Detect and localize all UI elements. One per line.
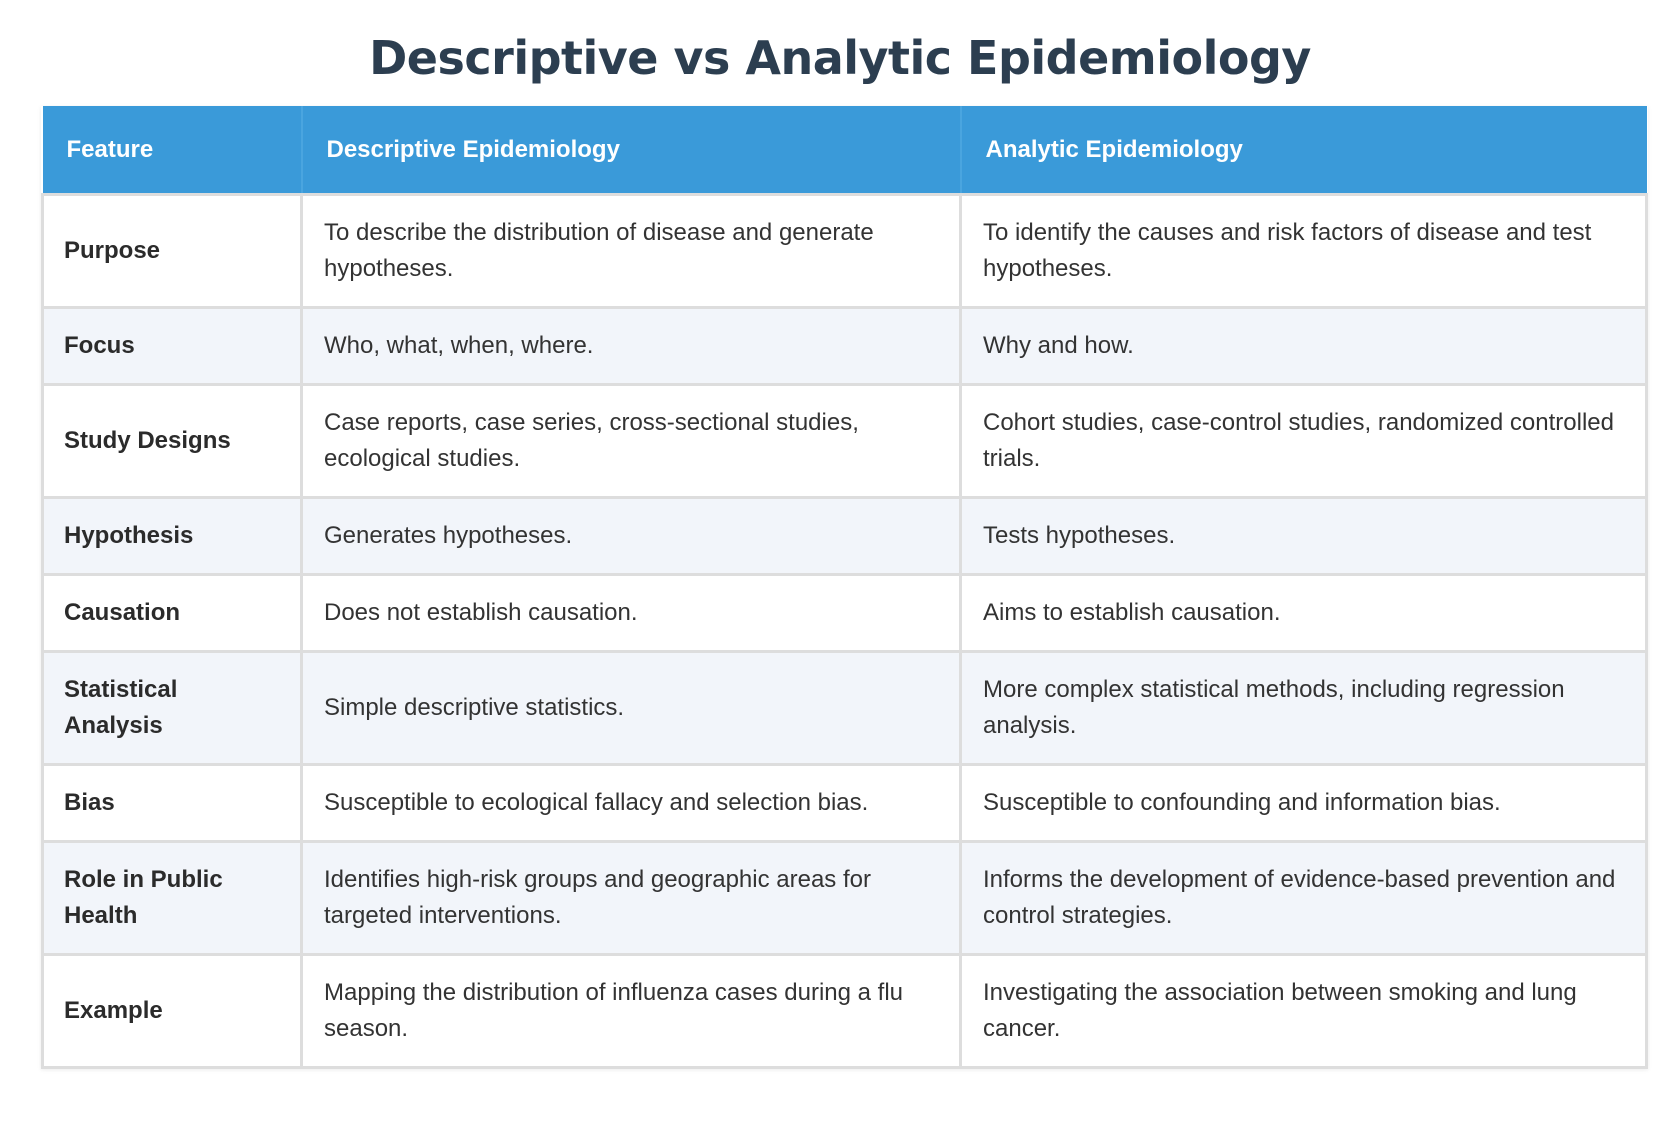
descriptive-cell: Identifies high-risk groups and geographic areas for targeted interventions. (302, 842, 961, 955)
table-row (43, 765, 1647, 842)
descriptive-cell: Who, what, when, where. (302, 308, 961, 385)
analytic-cell: Why and how. (961, 308, 1647, 385)
descriptive-cell: Mapping the distribution of influenza cases during a flu season. (302, 955, 961, 1068)
table-row (43, 652, 1647, 765)
table-row (43, 498, 1647, 575)
analytic-cell: Investigating the association between smoking and lung cancer. (961, 955, 1647, 1068)
table-header (43, 106, 1647, 195)
table-row (43, 575, 1647, 652)
page-title: Descriptive vs Analytic Epidemiology (369, 31, 1311, 85)
table-row (43, 842, 1647, 955)
header-row (43, 106, 1647, 195)
analytic-cell: Informs the development of evidence-based prevention and control strategies. (961, 842, 1647, 955)
descriptive-cell: To describe the distribution of disease and generate hypotheses. (302, 195, 961, 308)
feature-cell: Study Designs (43, 385, 302, 498)
feature-cell: Causation (43, 575, 302, 652)
analytic-cell: Cohort studies, case-control studies, randomized controlled trials. (961, 385, 1647, 498)
feature-cell: Statistical Analysis (43, 652, 302, 765)
descriptive-cell: Simple descriptive statistics. (302, 652, 961, 765)
analytic-cell: To identify the causes and risk factors of disease and test hypotheses. (961, 195, 1647, 308)
header-feature: Feature (43, 106, 302, 195)
analytic-cell: Susceptible to confounding and information bias. (961, 765, 1647, 842)
feature-cell: Hypothesis (43, 498, 302, 575)
table-row (43, 955, 1647, 1068)
descriptive-cell: Does not establish causation. (302, 575, 961, 652)
feature-cell: Purpose (43, 195, 302, 308)
analytic-cell: More complex statistical methods, including regression analysis. (961, 652, 1647, 765)
analytic-cell: Aims to establish causation. (961, 575, 1647, 652)
table-row (43, 195, 1647, 308)
table-body (43, 195, 1647, 1068)
descriptive-cell: Generates hypotheses. (302, 498, 961, 575)
header-descriptive: Descriptive Epidemiology (302, 106, 961, 195)
feature-cell: Example (43, 955, 302, 1068)
header-analytic: Analytic Epidemiology (961, 106, 1647, 195)
descriptive-cell: Susceptible to ecological fallacy and selection bias. (302, 765, 961, 842)
feature-cell: Bias (43, 765, 302, 842)
table-row (43, 308, 1647, 385)
feature-cell: Role in Public Health (43, 842, 302, 955)
analytic-cell: Tests hypotheses. (961, 498, 1647, 575)
feature-cell: Focus (43, 308, 302, 385)
descriptive-cell: Case reports, case series, cross-sectional studies, ecological studies. (302, 385, 961, 498)
comparison-table (41, 106, 1648, 1069)
table-row (43, 385, 1647, 498)
